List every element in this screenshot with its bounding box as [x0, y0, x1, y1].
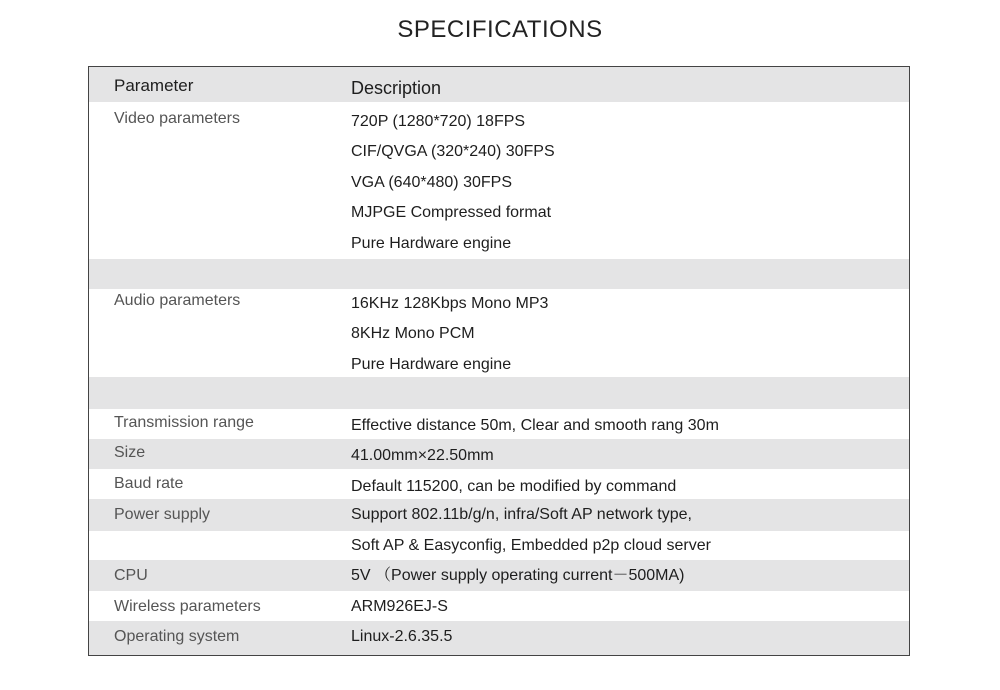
- param-label: Operating system: [114, 628, 240, 645]
- table-row: [89, 469, 909, 499]
- video-line: Pure Hardware engine: [351, 235, 512, 252]
- param-value: Default 115200, can be modified by command: [351, 478, 677, 495]
- param-value: Linux-2.6.35.5: [351, 628, 453, 645]
- param-label: Baud rate: [114, 475, 184, 492]
- table-row: [89, 439, 909, 469]
- param-value: 5V （Power supply operating current－500MA): [351, 567, 685, 584]
- table-row: [89, 591, 909, 621]
- param-value: Effective distance 50m, Clear and smooth rang 30m: [351, 417, 719, 434]
- param-value: ARM926EJ-S: [351, 598, 448, 615]
- header-description: Description: [351, 78, 442, 98]
- audio-line: 8KHz Mono PCM: [351, 325, 475, 342]
- audio-line: 16KHz 128Kbps Mono MP3: [351, 295, 549, 312]
- param-label: Transmission range: [114, 414, 254, 431]
- param-label: CPU: [114, 567, 148, 584]
- table-row-audio: [89, 289, 909, 377]
- spacer-row: [89, 259, 909, 289]
- param-value: Support 802.11b/g/n, infra/Soft AP network type,: [351, 506, 692, 523]
- spacer-row: [89, 377, 909, 409]
- param-label: Wireless parameters: [114, 598, 261, 615]
- audio-parameters-label: Audio parameters: [114, 292, 241, 309]
- table-row: [89, 621, 909, 656]
- table-row: [89, 499, 909, 531]
- page-title: SPECIFICATIONS: [397, 16, 603, 43]
- param-label: Power supply: [114, 506, 211, 523]
- video-line: 720P (1280*720) 18FPS: [351, 113, 526, 130]
- param-label: Size: [114, 444, 146, 461]
- table-row: [89, 531, 909, 560]
- table-header-row: [89, 67, 909, 102]
- param-value: 41.00mm×22.50mm: [351, 447, 494, 464]
- specifications-table: [88, 66, 910, 656]
- header-parameter: Parameter: [114, 76, 194, 95]
- video-line: VGA (640*480) 30FPS: [351, 174, 512, 191]
- table-row-video: [89, 102, 909, 259]
- video-parameters-label: Video parameters: [114, 110, 240, 127]
- video-line: MJPGE Compressed format: [351, 204, 552, 221]
- param-value: Soft AP & Easyconfig, Embedded p2p cloud server: [351, 537, 711, 554]
- table-row: [89, 409, 909, 439]
- table-row: [89, 560, 909, 591]
- audio-line: Pure Hardware engine: [351, 356, 512, 373]
- video-line: CIF/QVGA (320*240) 30FPS: [351, 143, 555, 160]
